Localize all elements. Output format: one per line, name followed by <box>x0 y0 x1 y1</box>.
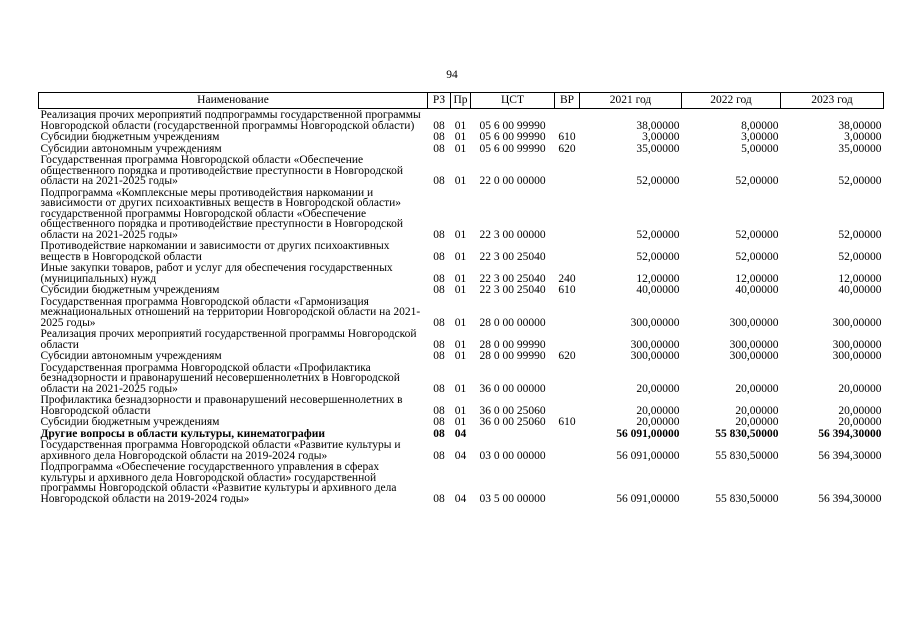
cell-rz: 08 <box>433 316 445 329</box>
cell-name: Иные закупки товаров, работ и услуг для обеспечения государственных (муниципальных) нужд <box>40 262 393 285</box>
cell-cst: 05 6 00 99990 <box>479 142 546 155</box>
cell-2023: 20,00000 <box>838 382 882 395</box>
cell-2021: 38,00000 <box>636 119 680 132</box>
cell-rz: 08 <box>433 338 445 351</box>
cell-name: Субсидии автономным учреждениям <box>40 142 222 155</box>
cell-cst: 28 0 00 99990 <box>479 338 546 351</box>
cell-pr: 01 <box>454 119 467 132</box>
cell-vr <box>555 187 580 241</box>
cell-rz: 08 <box>433 175 445 187</box>
cell-2022: 40,00000 <box>735 284 779 296</box>
cell-vr <box>555 394 580 416</box>
table-row <box>39 109 884 132</box>
cell-2022: 20,00000 <box>735 416 779 428</box>
table-row <box>39 461 884 504</box>
cell-2023: 56 394,30000 <box>818 427 882 440</box>
header-cst: ЦСТ <box>471 93 555 109</box>
cell-2023: 52,00000 <box>838 228 882 241</box>
cell-2023: 12,00000 <box>838 272 882 285</box>
cell-rz: 08 <box>433 404 445 417</box>
cell-2023: 52,00000 <box>838 175 882 187</box>
cell-2022: 8,00000 <box>741 119 779 132</box>
cell-vr: 610 <box>558 131 576 143</box>
header-rz: РЗ <box>428 93 451 109</box>
cell-name: Субсидии бюджетным учреждениям <box>40 131 220 143</box>
cell-2022: 3,00000 <box>741 131 779 143</box>
cell-pr: 01 <box>454 338 467 351</box>
cell-name: Реализация прочих мероприятий подпрограммы государственной программы Новгородской области (государственной программы Новгородской области) <box>40 109 421 132</box>
cell-name: Реализация прочих мероприятий государственной программы Новгородской области <box>40 328 417 351</box>
table-row <box>39 439 884 461</box>
cell-vr <box>555 154 580 187</box>
cell-2021: 52,00000 <box>636 228 680 241</box>
cell-pr: 04 <box>454 492 467 505</box>
table-row <box>39 143 884 155</box>
cell-2021: 12,00000 <box>636 272 680 285</box>
cell-2021: 40,00000 <box>636 284 680 296</box>
cell-2021: 3,00000 <box>642 131 680 143</box>
cell-cst: 22 3 00 25040 <box>479 272 546 285</box>
table-row <box>39 284 884 296</box>
cell-cst: 22 0 00 00000 <box>479 175 546 187</box>
table-row <box>39 416 884 428</box>
table-row <box>39 394 884 416</box>
cell-2023: 56 394,30000 <box>818 449 882 462</box>
table-row <box>39 154 884 187</box>
cell-2022: 300,00000 <box>729 350 779 362</box>
cell-name: Другие вопросы в области культуры, кинематографии <box>40 427 326 440</box>
cell-pr: 01 <box>454 284 467 296</box>
budget-table <box>38 92 884 504</box>
cell-vr <box>555 328 580 350</box>
cell-pr: 01 <box>454 382 467 395</box>
cell-pr: 01 <box>454 416 467 428</box>
cell-vr <box>555 240 580 262</box>
header-2022: 2022 год <box>682 93 781 109</box>
cell-2021: 20,00000 <box>636 416 680 428</box>
cell-pr: 01 <box>454 272 467 285</box>
cell-name: Профилактика безнадзорности и правонарушений несовершеннолетних в Новгородской области <box>40 394 403 417</box>
cell-2021: 35,00000 <box>636 142 680 155</box>
cell-cst: 36 0 00 25060 <box>479 416 546 428</box>
table-row <box>39 296 884 329</box>
cell-pr: 04 <box>454 427 467 440</box>
cell-rz: 08 <box>433 284 445 296</box>
cell-2022: 55 830,50000 <box>715 449 779 462</box>
header-vr: ВР <box>555 93 580 109</box>
cell-pr: 01 <box>454 228 467 241</box>
cell-2022: 20,00000 <box>735 382 779 395</box>
table-row <box>39 262 884 284</box>
cell-name: Государственная программа Новгородской области «Развитие культуры и архивного дела Новгородской области на 2019-2024 годы» <box>40 439 401 462</box>
cell-2022: 300,00000 <box>729 338 779 351</box>
cell-name: Субсидии бюджетным учреждениям <box>40 416 220 428</box>
table-row <box>39 240 884 262</box>
cell-rz: 08 <box>433 350 445 362</box>
cell-rz: 08 <box>433 492 445 505</box>
cell-rz: 08 <box>433 142 445 155</box>
cell-rz: 08 <box>433 228 445 241</box>
cell-2022: 55 830,50000 <box>715 427 779 440</box>
cell-rz: 08 <box>433 272 445 285</box>
cell-name: Государственная программа Новгородской области «Обеспечение общественного порядка и противодействие преступности в Новгородской области на 2021-2025 годы» <box>40 154 404 187</box>
cell-2021: 300,00000 <box>630 350 680 362</box>
cell-2023: 40,00000 <box>838 284 882 296</box>
cell-vr: 620 <box>558 350 576 362</box>
cell-2021: 300,00000 <box>630 338 680 351</box>
header-2023: 2023 год <box>781 93 884 109</box>
cell-name: Государственная программа Новгородской области «Профилактика безнадзорности и правонарушений несовершеннолетних в Новгородской области на 2021-2025 годы» <box>40 361 400 395</box>
table-body <box>39 109 884 505</box>
cell-2023: 20,00000 <box>838 416 882 428</box>
cell-cst <box>471 428 555 440</box>
cell-2022: 52,00000 <box>735 250 779 263</box>
cell-rz: 08 <box>433 427 445 440</box>
table-row <box>39 350 884 362</box>
cell-2023: 3,00000 <box>844 131 882 143</box>
cell-vr <box>555 428 580 440</box>
cell-2021: 56 091,00000 <box>616 449 680 462</box>
cell-name: Субсидии автономным учреждениям <box>40 350 222 362</box>
cell-rz: 08 <box>433 250 445 263</box>
cell-vr: 610 <box>558 416 576 428</box>
cell-2021: 52,00000 <box>636 250 680 263</box>
cell-2022: 55 830,50000 <box>715 492 779 505</box>
cell-2023: 38,00000 <box>838 119 882 132</box>
cell-2021: 52,00000 <box>636 175 680 187</box>
cell-cst: 22 3 00 00000 <box>479 228 546 241</box>
cell-pr: 01 <box>454 142 467 155</box>
cell-2022: 52,00000 <box>735 228 779 241</box>
cell-2023: 300,00000 <box>832 316 882 329</box>
cell-rz: 08 <box>433 131 445 143</box>
cell-cst: 28 0 00 99990 <box>479 350 546 362</box>
table-row <box>39 187 884 241</box>
cell-2021: 20,00000 <box>636 382 680 395</box>
table-row <box>39 428 884 440</box>
table-row <box>39 362 884 395</box>
page-number: 94 <box>446 69 458 81</box>
table-header-row <box>39 93 884 109</box>
cell-2023: 20,00000 <box>838 404 882 417</box>
cell-pr: 04 <box>454 449 467 462</box>
cell-cst: 05 6 00 99990 <box>479 131 546 143</box>
cell-rz: 08 <box>433 416 445 428</box>
cell-2021: 300,00000 <box>630 316 680 329</box>
cell-vr <box>555 439 580 461</box>
cell-pr: 01 <box>454 131 467 143</box>
cell-pr: 01 <box>454 404 467 417</box>
cell-pr: 01 <box>454 350 467 362</box>
table-row <box>39 328 884 350</box>
cell-2023: 300,00000 <box>832 350 882 362</box>
cell-cst: 05 6 00 99990 <box>479 119 546 132</box>
cell-cst: 22 3 00 25040 <box>479 284 546 296</box>
cell-2023: 35,00000 <box>838 142 882 155</box>
cell-cst: 28 0 00 00000 <box>479 316 546 329</box>
cell-cst: 36 0 00 25060 <box>479 404 546 417</box>
cell-2023: 56 394,30000 <box>818 492 882 505</box>
cell-rz: 08 <box>433 382 445 395</box>
cell-cst: 03 0 00 00000 <box>479 449 546 462</box>
cell-pr: 01 <box>454 175 467 187</box>
cell-name: Государственная программа Новгородской области «Гармонизация межнациональных отношений на территории Новгородской области на 2021-2025 годы» <box>40 295 421 329</box>
header-pr: Пр <box>451 93 471 109</box>
cell-pr: 01 <box>454 316 467 329</box>
cell-rz: 08 <box>433 119 445 132</box>
table-row <box>39 131 884 143</box>
cell-2021: 20,00000 <box>636 404 680 417</box>
cell-vr: 240 <box>558 272 576 285</box>
cell-2022: 300,00000 <box>729 316 779 329</box>
cell-vr <box>555 109 580 132</box>
cell-name: Подпрограмма «Комплексные меры противодействия наркомании и зависимости от других психоактивных веществ в Новгородской области» государственной программы Новгородской области «Обеспечение общественного порядка и противодействие преступности в Новгородской области на 2021-2025 годы» <box>40 186 404 241</box>
cell-vr <box>555 296 580 329</box>
cell-vr: 610 <box>558 284 576 296</box>
cell-vr: 620 <box>558 142 576 155</box>
cell-vr <box>555 362 580 395</box>
cell-2022: 52,00000 <box>735 175 779 187</box>
cell-cst: 22 3 00 25040 <box>479 250 546 263</box>
cell-2021: 56 091,00000 <box>616 427 680 440</box>
header-2021: 2021 год <box>580 93 682 109</box>
cell-2022: 12,00000 <box>735 272 779 285</box>
cell-name: Подпрограмма «Обеспечение государственного управления в сферах культуры и архивного дела Новгородской области» государственной программы Новгородской области «Развитие культуры и архивного дела Новгородской области на 2019-2024 годы» <box>40 461 397 505</box>
cell-2022: 5,00000 <box>741 142 779 155</box>
cell-rz: 08 <box>433 449 445 462</box>
cell-vr <box>555 461 580 504</box>
cell-2023: 300,00000 <box>832 338 882 351</box>
cell-name: Субсидии бюджетным учреждениям <box>40 284 220 296</box>
cell-pr: 01 <box>454 250 467 263</box>
cell-cst: 03 5 00 00000 <box>479 492 546 505</box>
cell-2021: 56 091,00000 <box>616 492 680 505</box>
cell-cst: 36 0 00 00000 <box>479 382 546 395</box>
header-name: Наименование <box>39 93 428 109</box>
cell-2022: 20,00000 <box>735 404 779 417</box>
cell-2023: 52,00000 <box>838 250 882 263</box>
cell-name: Противодействие наркомании и зависимости от других психоактивных веществ в Новгородской области <box>40 240 390 263</box>
